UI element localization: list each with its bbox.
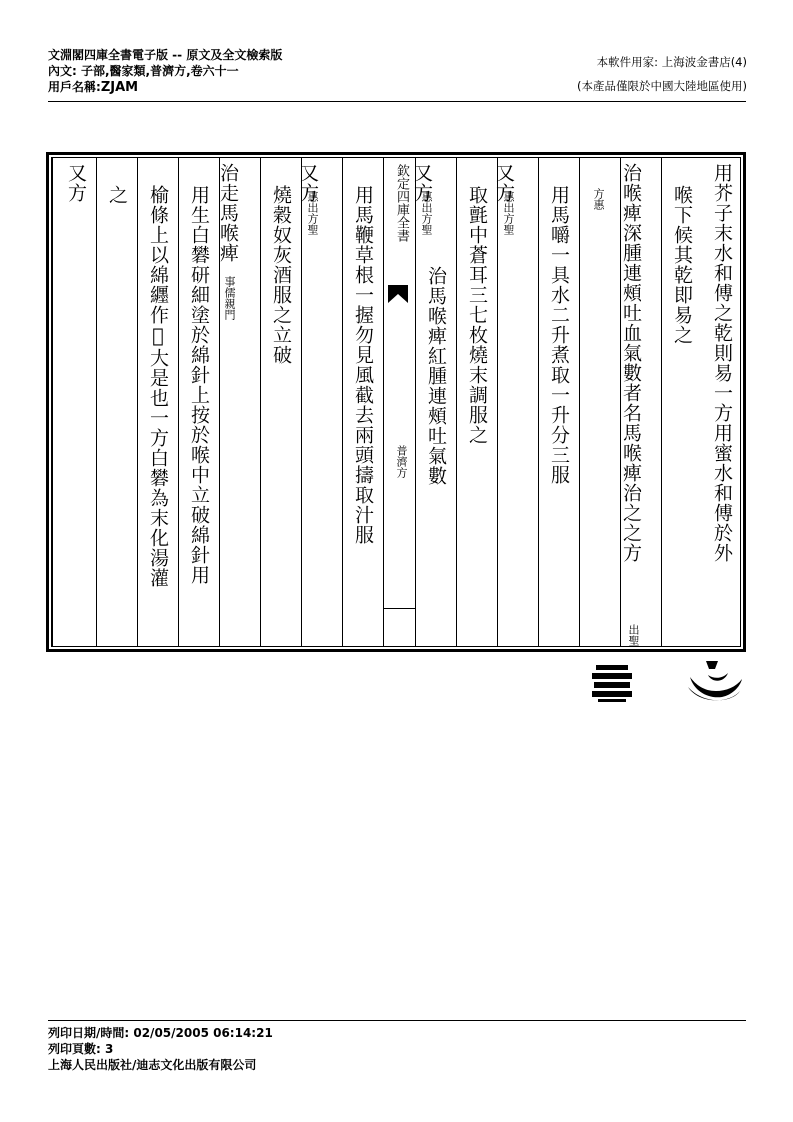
header-title: 文淵閣四庫全書電子版 -- 原文及全文檢索版 — [48, 48, 283, 62]
print-pages: 列印頁數: 3 — [48, 1042, 114, 1056]
book-page-frame — [46, 152, 746, 652]
column-text: 用芥子末水和傅之乾則易一方用蜜水和傅於外 — [711, 163, 733, 563]
text-column-9 — [342, 158, 383, 646]
text-column-10 — [297, 158, 342, 646]
publisher-wave-logo — [684, 657, 744, 707]
licensee-text: 本軟件用家: 上海波金書店(4) — [596, 55, 747, 69]
header-section: 內文: 子部,醫家類,普濟方,卷六十一 — [48, 64, 239, 78]
column-text: 又方 — [411, 163, 433, 203]
user-label: 用戶名稱: — [48, 80, 101, 94]
column-text: 又方 — [493, 163, 515, 203]
column-text: 取氈中蒼耳三七枚燒末調服之 — [466, 185, 488, 445]
footer-info — [48, 1025, 273, 1073]
text-column-7 — [456, 158, 497, 646]
column-text: 又方 — [297, 163, 319, 203]
annotation-note: 事儒親門 — [223, 276, 236, 320]
column-text: 之 — [106, 185, 128, 205]
column-text-continued: 治馬喉痺紅腫連頰吐氣數 — [425, 266, 447, 486]
publisher-name: 上海人民出版社/迪志文化出版有限公司 — [48, 1058, 257, 1072]
text-column-2 — [661, 158, 702, 646]
column-text: 用馬鞭草根一握勿見風截去兩頭擣取汁服 — [352, 185, 374, 545]
column-text: 用生白礬研細塗於綿針上按於喉中立破綿針用 — [188, 185, 210, 585]
column-text: 治喉痺深腫連頰吐血氣數者名馬喉痺治之之方 — [620, 163, 642, 563]
restriction-text: (本產品僅限於中國大陸地區使用) — [577, 79, 747, 93]
footer-divider — [48, 1020, 746, 1021]
annotation-note: 方惠 — [592, 188, 605, 210]
fold-rule — [384, 608, 415, 609]
fold-column — [383, 158, 415, 646]
annotation-note: 惠出方聖 — [420, 191, 433, 235]
column-text: 治走馬喉痺 — [217, 163, 239, 263]
fish-tail-icon — [388, 285, 408, 303]
text-column-11 — [260, 158, 301, 646]
header-divider — [48, 101, 746, 102]
book-page-inner — [51, 157, 741, 647]
annotation-note: 出聖 — [627, 624, 640, 646]
column-text: 用馬嚼一具水二升煮取一升分三服 — [548, 185, 570, 485]
text-column-12 — [219, 158, 260, 646]
column-text: 又方 — [65, 163, 87, 203]
text-column-1 — [702, 158, 742, 646]
column-text: 燒穀奴灰酒服之立破 — [270, 185, 292, 365]
text-column-15 — [96, 158, 137, 646]
text-column-3 — [620, 158, 661, 646]
text-column-14 — [137, 158, 178, 646]
text-column-13 — [178, 158, 219, 646]
annotation-note: 惠出方聖 — [306, 191, 319, 235]
text-column-8 — [411, 158, 456, 646]
text-column-16 — [52, 158, 96, 646]
text-column-4 — [579, 158, 620, 646]
text-column-5 — [538, 158, 579, 646]
column-text: 榆條上以綿纒作𣗥大是也一方白礬為末化湯灌 — [147, 185, 169, 588]
header-license — [577, 50, 747, 98]
annotation-note: 惠出方聖 — [502, 191, 515, 235]
fold-title: 欽定四庫全書 — [394, 164, 409, 242]
fold-book-name: 普濟方 — [395, 445, 408, 478]
header-info — [48, 47, 468, 96]
header-user — [48, 79, 468, 96]
column-text: 喉下候其乾即易之 — [671, 185, 693, 345]
user-value: ZJAM — [100, 80, 139, 95]
publisher-bars-logo — [592, 661, 632, 703]
print-date: 列印日期/時間: 02/05/2005 06:14:21 — [48, 1026, 273, 1040]
text-column-6 — [493, 158, 538, 646]
